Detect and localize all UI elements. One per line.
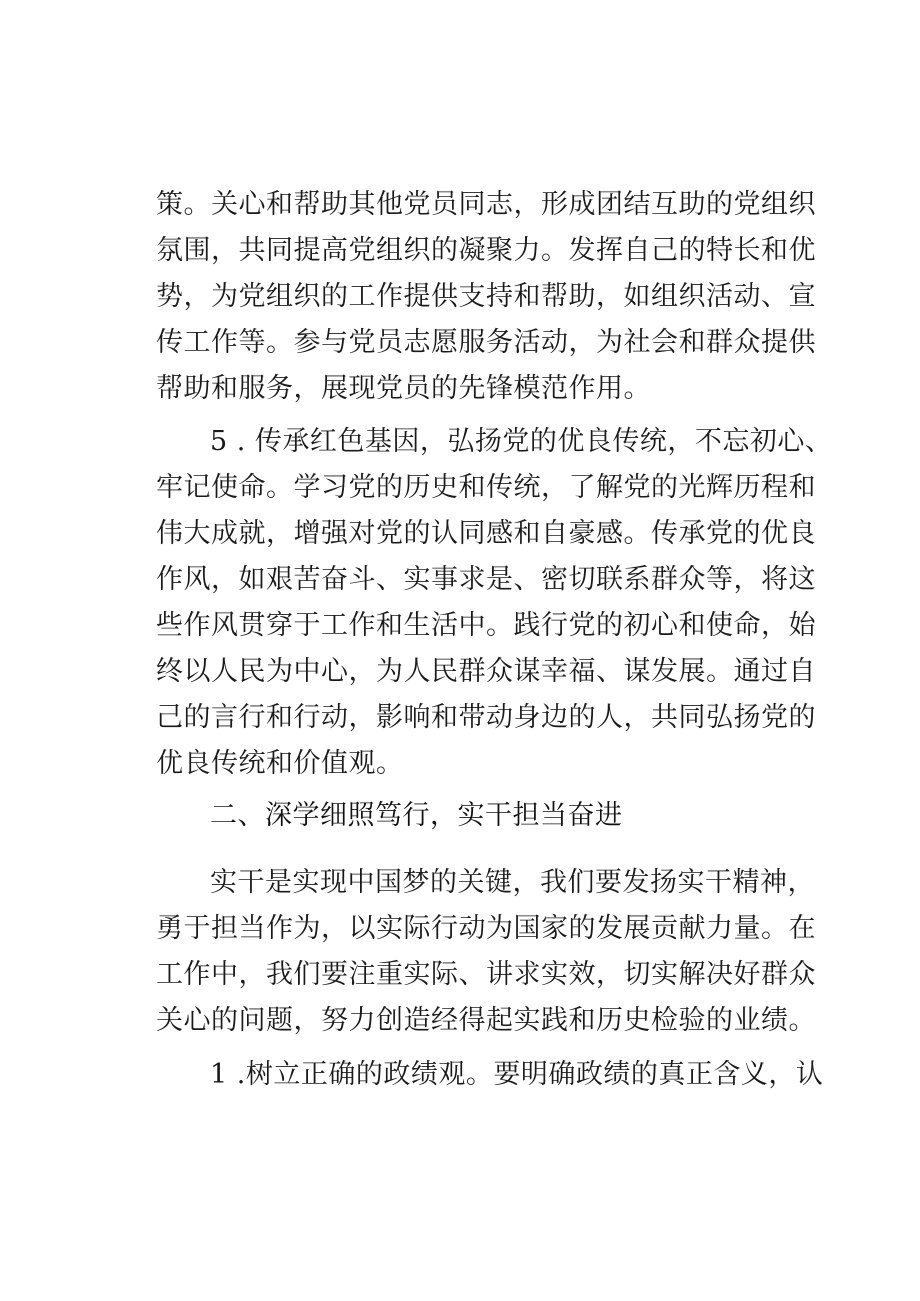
section-heading: 二、深学细照笃行，实干担当奋进 xyxy=(210,800,623,831)
text-line: 5 . 传承红色基因，弘扬党的优良传统，不忘初心、 xyxy=(210,426,833,457)
text-line: 伟大成就，增强对党的认同感和自豪感。传承党的优良 xyxy=(156,518,816,549)
text-line: 传工作等。参与党员志愿服务活动，为社会和群众提供 xyxy=(156,327,816,358)
text-line: 势，为党组织的工作提供支持和帮助，如组织活动、宣 xyxy=(156,281,816,312)
text-line: 些作风贯穿于工作和生活中。践行党的初心和使命，始 xyxy=(156,610,816,641)
text-line: 终以人民为中心，为人民群众谋幸福、谋发展。通过自 xyxy=(156,656,816,687)
text-line: 作风，如艰苦奋斗、实事求是、密切联系群众等，将这 xyxy=(156,564,816,595)
text-line: 1 .树立正确的政绩观。要明确政绩的真正含义，认 xyxy=(210,1059,824,1090)
text-line: 帮助和服务，展现党员的先锋模范作用。 xyxy=(156,373,651,404)
text-line: 实干是实现中国梦的关键，我们要发扬实干精神， xyxy=(210,867,815,898)
text-line: 策。关心和帮助其他党员同志，形成团结互助的党组织 xyxy=(156,189,816,220)
text-line: 己的言行和行动，影响和带动身边的人，共同弘扬党的 xyxy=(156,702,816,733)
paragraph-item-1 xyxy=(156,1052,824,1098)
text-line: 工作中，我们要注重实际、讲求实效，切实解决好群众 xyxy=(156,959,816,990)
paragraph-item-5 xyxy=(156,419,833,787)
text-line: 牢记使命。学习党的历史和传统，了解党的光辉历程和 xyxy=(156,472,816,503)
paragraph-party-mutual-help xyxy=(156,182,816,412)
text-line: 优良传统和价值观。 xyxy=(156,748,404,779)
text-line: 氛围，共同提高党组织的凝聚力。发挥自己的特长和优 xyxy=(156,235,816,266)
text-line: 勇于担当作为，以实际行动为国家的发展贡献力量。在 xyxy=(156,913,816,944)
paragraph-practical-work xyxy=(156,860,816,1044)
text-line: 关心的问题，努力创造经得起实践和历史检验的业绩。 xyxy=(156,1005,816,1036)
